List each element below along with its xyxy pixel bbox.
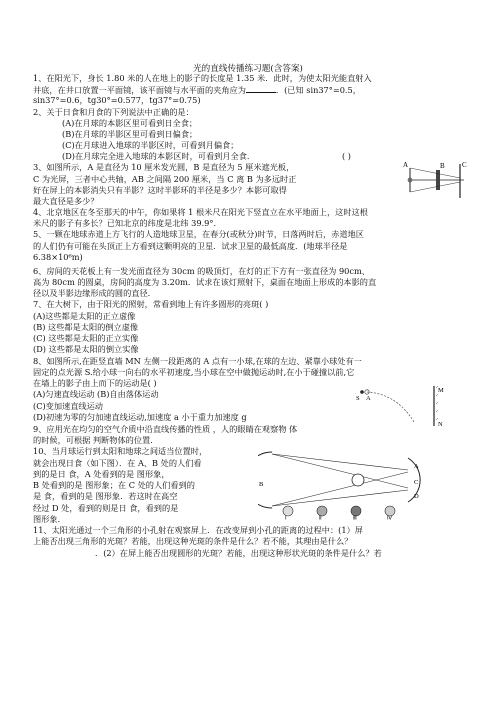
text-line: 的时候，可根据 判断物体的位置． — [33, 435, 159, 445]
figure-10-label: A — [414, 463, 419, 470]
text-line: 图形象． — [33, 514, 66, 524]
text-line: 7、在大树下，由于阳光的照射，常看到地上有许多圆形的亮斑( ) — [33, 299, 269, 309]
figure-3-label: B — [440, 162, 445, 170]
option-line: (B) 这些都是太阳的倒立虚像 — [33, 322, 139, 332]
answer-paren: ( ) — [342, 151, 351, 161]
option-line: (C) 这些都是太阳的正立实像 — [33, 333, 139, 343]
figure-10-label: Ⅱ — [319, 515, 322, 520]
option-line: (C)在月球进入地球的半影区时，可看到月偏食； — [62, 140, 239, 150]
figure-8 — [352, 384, 448, 428]
option-line: (A)在月球的本影区里可看到日全食； — [62, 118, 198, 128]
option-line: (D)在月球完全进入地球的本影区时，可看到月全食． — [62, 151, 256, 161]
option-line: (C)变加速直线运动 — [33, 401, 103, 411]
text-line: 11、太阳光通过一个三角形的小孔射在观察屏上．在改变屏到小孔的距离的过程中：(1）屏 — [33, 525, 363, 535]
text-line: 的人们仍有可能在头顶正上方看到这颗明亮的卫星．试求卫星的最低高度．(地球半径是 — [33, 241, 348, 251]
text-line: 米尺的影子有多长？已知北京的纬度是北纬 39.9°. — [33, 218, 217, 228]
text-line: 是 食，看到的是 图形象．若这时在高空 — [33, 491, 178, 501]
figure-8-label: A — [366, 395, 371, 402]
text-line: ．(2）在屏上能否出现圆形的光斑？若能，出现这种形状光斑的条件是什么？若 — [95, 548, 382, 558]
option-line: (D)初速为零的匀加速直线运动,加速度 a 小于重力加速度 g — [33, 412, 247, 422]
figure-10-label: Ⅲ — [353, 515, 357, 520]
figure-8-label: M — [438, 387, 444, 394]
figure-10-label: Ⅰ — [285, 515, 287, 520]
text-line: 在墙上的影子由上而下的运动是( ) — [33, 378, 157, 388]
text-line: 6、房间的天花板上有一发光面直径为 30cm 的吸顶灯，在灯的正下方有一张直径为 90cm、 — [33, 266, 370, 276]
text-line: 最大直径是多少？ — [33, 196, 99, 206]
text-line: 4、北京地区在冬至那天的中午，你如果将 1 根米尺在阳光下竖直立在水平地面上，这时这根 — [33, 207, 368, 217]
option-line: (B)在月球的半影区里可看到日偏食； — [62, 129, 198, 139]
figure-3 — [402, 158, 468, 204]
text-line: 固定的点光源 S.给小球一向右的水平初速度,当小球在空中做抛运动时,在小于碰撞以前,它 — [33, 367, 355, 377]
text-line: 10、当月球运行到太阳和地球之间适当位置时， — [33, 446, 208, 456]
figure-8-label: N — [438, 421, 443, 428]
figure-3-label: C — [462, 161, 467, 169]
text-line: 径以及半影边缘形成的圆的直径. — [33, 288, 151, 298]
text-line: 就会出现日食（如下图）．在 A、B 处的人们看 — [33, 458, 202, 468]
figure-10-label: C — [414, 479, 419, 486]
text-line: 2、关于日食和月食的下列说法中正确的是： — [33, 107, 194, 117]
figure-8-label: S — [356, 395, 360, 402]
option-line: (D) 这些都是太阳的倒立实像 — [33, 344, 139, 354]
text-line: 8、如图所示,在距竖直墙 MN 左侧一段距离的 A 点有一小球,在球的左边、紧靠小球处有一 — [33, 356, 362, 366]
text-line: 经过 D 处，看到的则是日 食，看到的是 — [33, 503, 179, 513]
figure-3-label: A — [403, 161, 409, 169]
option-line: (A)这些都是太阳的正立虚像 — [33, 311, 136, 321]
text-line: 5、一颗在地球赤道上方飞行的人造地球卫星，在春分(或秋分)时节，日落两时后，赤道地区 — [33, 229, 364, 239]
text-line: 9、应用光在均匀的空气介质中沿直线传播的性质 ，人的眼睛在观察物 体 — [33, 424, 298, 434]
text-line: C 为光屏，三者中心共轴，AB 之间隔 200 厘米，当 C 离 B 为多远时正 — [33, 174, 297, 184]
text-line: B 处看到的是 图形象；在 C 处的人们看到的 — [33, 480, 195, 490]
text-line: 好在屏上的本影消失只有半影？这时半影环的半径是多少？本影可取得 — [33, 185, 287, 195]
text-line: sin37°=0.6，tg30°=0.577，tg37°=0.75) — [33, 95, 201, 105]
text-line: 3、如图所示，A 是直径为 10 厘米发光圆，B 是直径为 5 厘米遮光板， — [33, 162, 295, 172]
text-line: 井底，在井口放置一平面镜，该平面镜与水平面的夹角应为 ．(已知 sin37°=0.5， — [33, 85, 361, 95]
text-line: 上能否出现三角形的光斑？若能，出现这种光斑的条件是什么？若不能，其理由是什么？ — [33, 536, 353, 546]
figure-10-label: B — [259, 481, 264, 488]
text-line: 到的是日 食，A 处看到的是 图形象， — [33, 469, 170, 479]
option-line: (A)匀速直线运动 (B)自由落体运动 — [33, 389, 159, 399]
text-line: 高为 80cm 的圆桌，房间的高度为 3.20m．试求在该灯照射下，桌面在地面上形成的本影的直 — [33, 277, 377, 287]
figure-10-label: D — [414, 493, 419, 500]
answer-blank — [246, 84, 276, 93]
text-line: 1、在阳光下，身长 1.80 米的人在地上的影子的长度是 1.35 米．此时，为使太阳光能直射入 — [33, 73, 372, 83]
figure-10-label: Ⅳ — [387, 515, 393, 520]
figure-10 — [258, 448, 432, 520]
page-title: 光的直线传播练习题(含答案) — [193, 64, 303, 74]
text-line: 6.38×10⁶m) — [33, 252, 83, 262]
